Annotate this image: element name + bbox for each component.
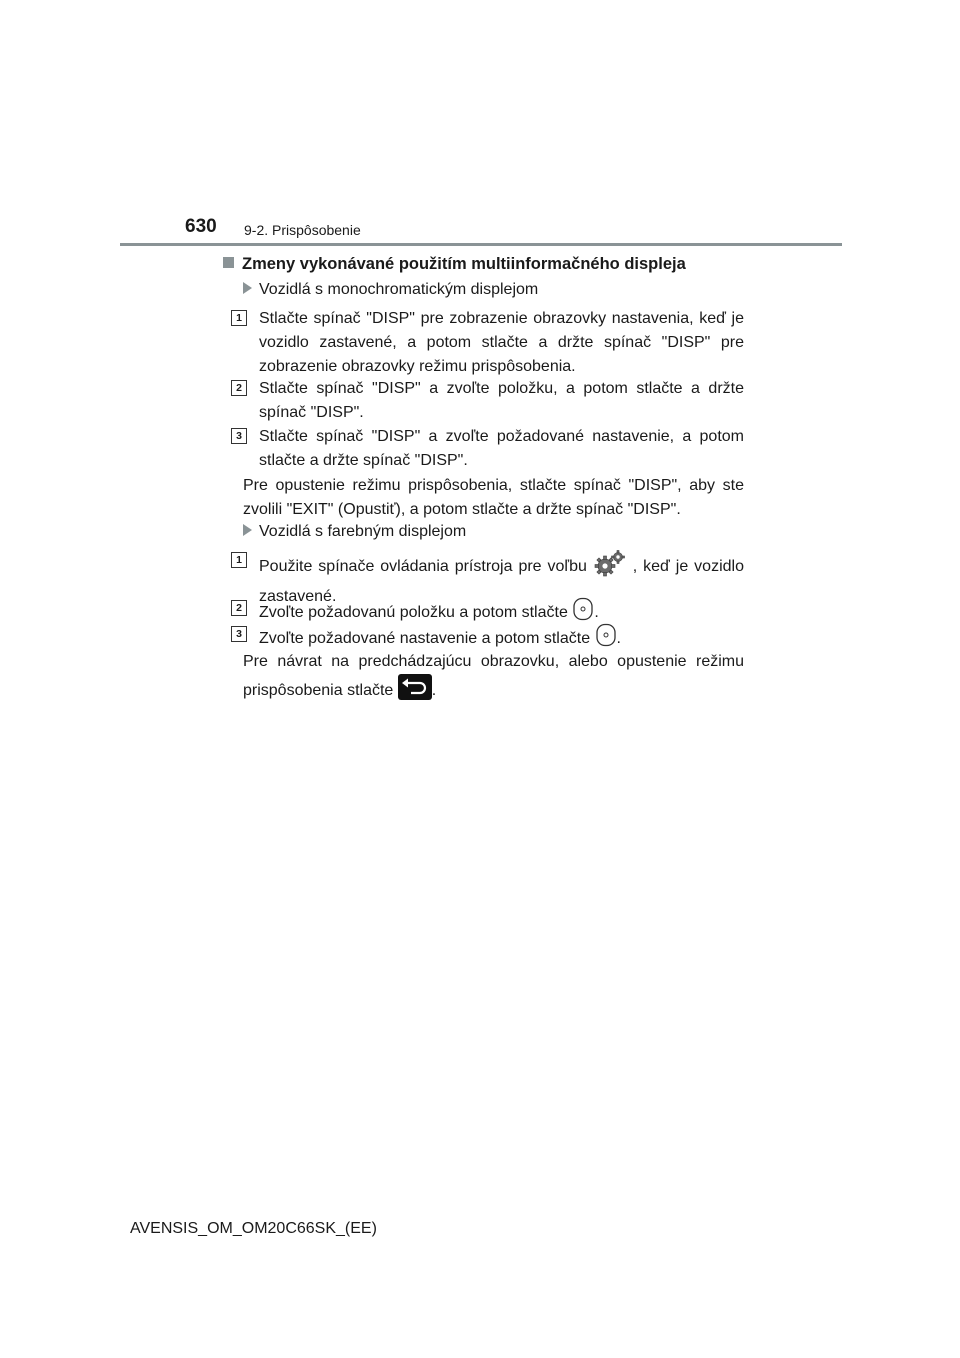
heading-text: Zmeny vykonávané použitím multiinformačného displeja (242, 255, 686, 273)
mono-subheading-text: Vozidlá s monochromatickým displejom (259, 281, 539, 298)
color-subheading-text: Vozidlá s farebným displejom (259, 523, 467, 540)
step-text: Stlačte spínač "DISP" pre zobrazenie obrazovky nastavenia, keď je vozidlo zastavené, a potom stlačte a držte spínač "DISP" pre zobrazenie obrazovky režimu prispôsobenia. (259, 310, 744, 375)
step-number-badge: 2 (231, 380, 247, 396)
step-text-end: . (616, 630, 621, 648)
step-text-after-icon: , keď je vozidlo zastavené. (259, 558, 744, 605)
back-note-end: . (431, 682, 437, 700)
mono-step-3 (231, 425, 744, 473)
triangle-bullet-icon (243, 282, 252, 294)
section-label: 9-2. Prispôsobenie (244, 222, 361, 238)
step-text: Stlačte spínač "DISP" a zvoľte položku, a potom stlačte a držte spínač "DISP". (259, 380, 744, 421)
page-number: 630 (185, 216, 217, 237)
step-number-badge: 1 (231, 310, 247, 326)
step-text-end: . (594, 604, 599, 622)
mono-step-2 (231, 377, 744, 425)
document-footer: AVENSIS_OM_OM20C66SK_(EE) (130, 1220, 377, 1237)
color-subheading (243, 523, 466, 541)
header-divider (120, 243, 842, 246)
step-text: Stlačte spínač "DISP" a zvoľte požadované nastavenie, a potom stlačte a držte spínač "DISP". (259, 428, 744, 469)
mono-subheading (243, 281, 538, 299)
triangle-bullet-icon (243, 524, 252, 536)
step-number-badge: 3 (231, 428, 247, 444)
step-text-before-icon: Zvoľte požadovanú položku a potom stlačte (259, 604, 568, 622)
gear-icon (593, 549, 627, 585)
step-number-badge: 1 (231, 552, 247, 568)
section-heading (223, 255, 686, 274)
back-note-text: Pre návrat na predchádzajúcu obrazovku, alebo opustenie režimu prispôsobenia stlačte (243, 653, 744, 700)
back-arrow-icon (398, 674, 432, 708)
square-bullet-icon (223, 257, 234, 268)
color-back-note (243, 650, 744, 708)
mono-exit-note: Pre opustenie režimu prispôsobenia, stlačte spínač "DISP", aby ste zvolili "EXIT" (Opustiť), a potom stlačte a držte spínač "DISP". (243, 477, 744, 518)
mono-step-1 (231, 307, 744, 379)
step-text-before-icon: Použite spínače ovládania prístroja pre voľbu (259, 558, 587, 576)
step-text-before-icon: Zvoľte požadované nastavenie a potom stlačte (259, 630, 591, 648)
step-number-badge: 3 (231, 626, 247, 642)
step-number-badge: 2 (231, 600, 247, 616)
